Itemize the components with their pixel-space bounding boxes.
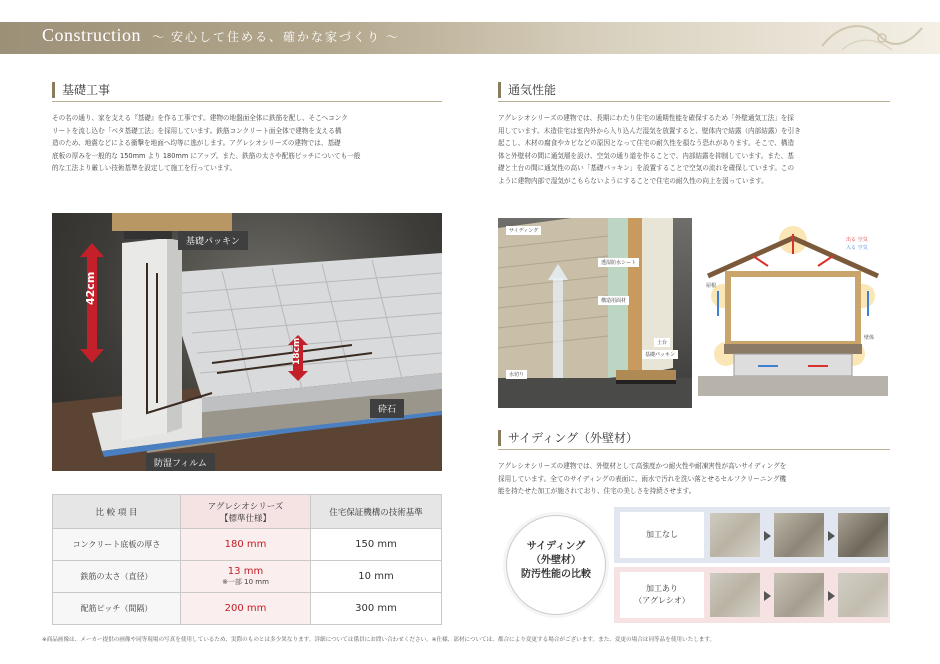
label-roof: 屋根: [706, 283, 717, 289]
heading-bar: [52, 82, 55, 98]
airflow-legend: [846, 236, 868, 252]
siding-sample: [710, 573, 760, 617]
ventilation-line: ように建物内部で湿気がこもらないようにすることで住宅の耐久性の向上を図っています。: [498, 176, 768, 185]
row-standard-value: 300 mm: [311, 593, 442, 625]
wall-label-sheet: 透湿防水シート: [598, 258, 639, 267]
ventilation-line: 体と外壁材の間に通気層を設け、空気の通り道を作ることで、内部結露を抑制しています。また、基: [498, 151, 794, 160]
height-dimension: 42cm: [84, 271, 97, 305]
siding-row-treated: [614, 567, 890, 623]
ventilation-line: アグレシオシリーズの建物では、長期にわたり住宅の通期性能を確保するため「外壁通気工法」を採: [498, 114, 795, 122]
siding-sample: [774, 513, 824, 557]
row-label-text: 加工あり: [646, 584, 678, 593]
foundation-line: 造のため、地震などによる衝撃を地面へ均等に逃がします。アグレシオシリーズの建物では、基礎: [52, 139, 341, 148]
label-wall: 壁体: [864, 335, 875, 341]
ventilation-line: 起こし、木材の腐食やカビなどの原因となって住宅の耐久性を損なう恐れがあります。そこで、構造: [498, 139, 795, 148]
heading-bar: [498, 430, 501, 446]
foundation-drawing: [52, 213, 442, 471]
table-row: [53, 593, 442, 625]
banner-title-text: Construction: [42, 25, 141, 45]
section-heading-foundation: [52, 80, 442, 102]
table-row: [53, 529, 442, 561]
siding-sample: [838, 513, 888, 557]
arrow-right-icon: [764, 531, 771, 541]
badge-line: （外壁材）: [531, 555, 581, 566]
siding-line: 採用しています。全てのサイディングの表面に、雨水で汚れを洗い落とせるセルフクリーニング機: [498, 474, 787, 483]
wall-drawing: [498, 218, 692, 408]
callout-gravel: 砕石: [370, 399, 404, 418]
row-label: [620, 572, 704, 618]
comparison-table: [52, 494, 442, 625]
section-heading-siding: [498, 428, 890, 450]
siding-comparison-badge: [506, 515, 606, 615]
row-standard-value: 150 mm: [311, 529, 442, 561]
row-label: [620, 512, 704, 558]
row-agrecio-value: 200 mm: [181, 593, 311, 625]
wall-section-illustration: [498, 218, 692, 408]
siding-sample: [774, 573, 824, 617]
banner-subtitle: 〜 安心して住める、確かな家づくり 〜: [152, 30, 401, 44]
badge-line: 防汚性能の比較: [521, 569, 591, 580]
ornament-icon: [812, 16, 932, 60]
callout-film: 防湿フィルム: [146, 453, 215, 471]
row-agrecio-note: ※一部 10 mm: [222, 578, 269, 586]
foundation-line: 的な工法より厳しい技術基準を設定して施工を行っています。: [52, 164, 237, 173]
wall-label-sill: 土台: [654, 338, 670, 347]
siding-sample: [710, 513, 760, 557]
siding-body: [498, 460, 892, 498]
siding-sample: [838, 573, 888, 617]
row-label-text: （アグレシオ）: [634, 596, 690, 605]
ventilation-line: 用しています。木造住宅は室内外から入り込んだ湿気を放置すると、壁体内で結露（内部結露）を引き: [498, 126, 801, 135]
row-standard-value: 10 mm: [311, 561, 442, 593]
section-heading-ventilation: [498, 80, 890, 102]
header-item: 比 較 項 目: [53, 495, 181, 529]
row-agrecio-cell: [181, 561, 311, 593]
foundation-line: リートを流し込む「ベタ基礎工法」を採用しています。鉄筋コンクリート面全体で建物を支える構: [52, 126, 342, 135]
header-standard: 住宅保証機構の技術基準: [311, 495, 442, 529]
ventilation-body: [498, 112, 892, 188]
header-agrecio-line: 【標準仕様】: [219, 513, 271, 524]
heading-text: 基礎工事: [62, 83, 111, 97]
siding-row-untreated: [614, 507, 890, 563]
foundation-body: [52, 112, 444, 175]
foundation-line: その名の通り、家を支える『基礎』を作る工事です。建物の地盤面全体に鉄筋を配し、そこへコンク: [52, 114, 348, 122]
row-agrecio-value: 180 mm: [181, 529, 311, 561]
row-item: 配筋ピッチ（間隔）: [53, 593, 181, 625]
wall-label-siding: サイディング: [506, 226, 541, 235]
table-row: [53, 561, 442, 593]
arrow-right-icon: [828, 591, 835, 601]
arrow-right-icon: [764, 591, 771, 601]
arrow-right-icon: [828, 531, 835, 541]
header-agrecio: [181, 495, 311, 529]
legend-out: 出る 空気: [846, 237, 868, 243]
row-label-text: 加工なし: [646, 530, 678, 539]
foundation-line: 底板の厚みを一般的な 150mm より 180mm にアップ。また、鉄筋の太さや配筋ピッチについても一般: [52, 151, 361, 160]
header-agrecio-line: アグレシオシリーズ: [207, 501, 284, 512]
wall-label-drip: 水切り: [506, 370, 527, 379]
row-item: 鉄筋の太さ（直径）: [53, 561, 181, 593]
callout-packing: 基礎パッキン: [178, 231, 248, 250]
footnote: ※商品画像は、メーカー提供の画像や同等現場の写真を使用しているため、実際のものとは多少異なります。詳細については係員にお問い合わせください。※仕様、部材については、都合により変更する場合がございます。また、変更の場合は同等品を使用いたします。: [42, 637, 716, 643]
table-header-row: [53, 495, 442, 529]
heading-bar: [498, 82, 501, 98]
house-airflow-diagram: [698, 226, 888, 396]
wall-label-packing: 基礎パッキン: [642, 350, 678, 359]
badge-line: サイディング: [526, 541, 586, 552]
row-agrecio-value: 13 mm: [227, 566, 264, 577]
wall-label-board: 構造用面材: [598, 296, 629, 305]
heading-text: サイディング（外壁材）: [508, 431, 638, 445]
header-banner: [0, 22, 940, 54]
banner-title: [42, 25, 400, 46]
siding-line: アグレシオシリーズの建物では、外壁材として高強度かつ耐火性や耐凍害性が高いサイディングを: [498, 462, 787, 470]
foundation-illustration: [52, 213, 442, 471]
slab-dimension: 18cm: [292, 337, 302, 365]
ventilation-line: 礎と土台の間に通気性の高い「基礎パッキン」を設置することで空気の流れを確保しています。この: [498, 164, 795, 173]
heading-text: 通気性能: [508, 83, 557, 97]
row-item: コンクリート底板の厚さ: [53, 529, 181, 561]
legend-in: 入る 空気: [846, 245, 868, 251]
siding-line: 能を持たせた加工が施されており、住宅の美しさを持続させます。: [498, 487, 696, 496]
